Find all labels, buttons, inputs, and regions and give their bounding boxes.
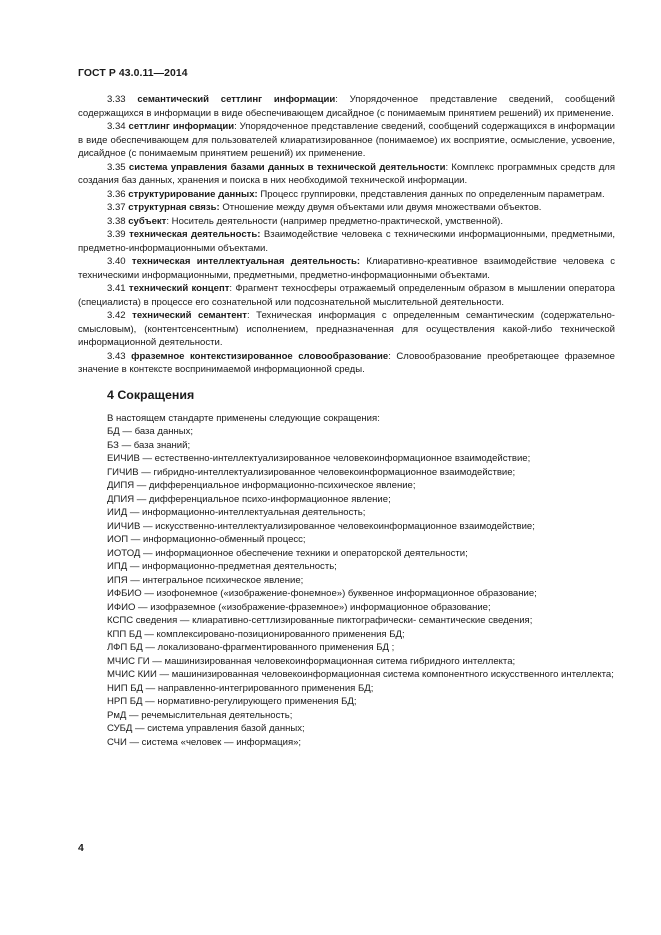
abbreviation-item: СЧИ — система «человек — информация»;: [107, 736, 302, 748]
abbreviation-item: НИП БД — направленно-интегрированного применения БД;: [107, 682, 374, 694]
definition-item: [78, 188, 615, 202]
definition-text: Процесс группировки, представления данных по определенным параметрам.: [257, 188, 605, 200]
abbreviation-item: ЕИЧИВ — естественно-интеллектуализированное человекоинформационное взаимодействие;: [107, 453, 531, 464]
abbreviation-item: ИФБИО — изофонемное («изображение-фонемное») буквенное информационное образование;: [107, 588, 537, 599]
abbreviation-item: ИФИО — изофраземное («изображение-фраземное») информационное образование;: [107, 601, 491, 613]
definition-term: структурирование данных:: [128, 188, 258, 200]
abbreviation-item: ИПД — информационно-предметная деятельность;: [107, 561, 337, 572]
abbreviation-item: ЛФП БД — локализовано-фрагментированного применения БД ;: [107, 642, 395, 653]
definition-item: [78, 309, 615, 350]
abbreviation-item: ДПИЯ — дифференциальное психо-информационное явление;: [107, 493, 391, 505]
definition-text: : Носитель деятельности (например предметно-практической, умственной).: [166, 215, 503, 227]
abbreviation-item: МЧИС КИИ — машинизированная человекоинформационная система компонентного искусственного интеллекта;: [107, 669, 614, 680]
definition-text: : Комплекс программных средств для создания баз данных, хранения и поиска в них необходимой технической информации.: [78, 161, 615, 186]
definition-text: : Упорядоченное представление сведений, сообщений содержащихся в информации в виде обеспечивающем для пользователей клиаратизированное (понимаемое) их восприятие, осмысление, усвоение, дисайдное (с понимаемым принятием решений) их применение.: [78, 121, 616, 159]
definition-term: система управления базами данных в технической деятельности: [128, 161, 446, 173]
definition-item: [78, 93, 615, 120]
definition-number: 3.36: [107, 188, 126, 200]
abbreviation-item: ИОТОД — информационное обеспечение техники и операторской деятельности;: [107, 547, 468, 559]
abbreviation-item: ГИЧИВ — гибридно-интеллектуализированное человекоинформационное взаимодействие;: [107, 466, 516, 478]
abbreviation-item: РмД — речемыслительная деятельность;: [107, 709, 293, 721]
document-header: ГОСТ Р 43.0.11—2014: [78, 68, 188, 79]
abbreviation-item: ИОП — информационно-обменный процесс;: [107, 534, 306, 545]
abbreviation-item: ИПЯ — интегральное психическое явление;: [107, 574, 304, 586]
definition-item: [78, 201, 615, 215]
section-title: 4 Сокращения: [107, 387, 195, 402]
definition-number: 3.33: [107, 94, 126, 105]
abbreviation-item: БЗ — база знаний;: [107, 439, 191, 451]
definition-item: [78, 161, 615, 188]
definitions-list: [78, 93, 615, 377]
abbreviations-intro: В настоящем стандарте применены следующие сокращения:: [107, 412, 380, 424]
definition-text: : Упорядоченное представление сведений, сообщений содержащихся в информации в виде обеспечивающем дисайдное (с понимаемым принятием решений) их применение.: [78, 94, 615, 119]
definition-item: [78, 282, 615, 309]
definition-term: технический концепт: [128, 283, 230, 294]
definition-number: 3.38: [107, 215, 126, 227]
abbreviation-item: КСПС сведения — клиаративно-сеттлизированные пиктографически- семантические сведения;: [107, 615, 533, 626]
abbreviation-item: ДИПЯ — дифференциальное информационно-психическое явление;: [107, 480, 416, 491]
definition-term: структурная связь:: [128, 202, 220, 213]
definition-term: сеттлинг информации: [128, 121, 235, 132]
definition-item: [78, 350, 615, 377]
page-content: [78, 93, 615, 749]
definition-number: 3.35: [107, 161, 126, 173]
definition-term: субъект: [128, 215, 167, 227]
definition-term: семантический сеттлинг информации: [137, 94, 336, 105]
definition-number: 3.39: [107, 229, 126, 240]
abbreviation-item: ИИЧИВ — искусственно-интеллектуализированное человекоинформационное взаимодействие;: [107, 520, 535, 532]
definition-text: Взаимодействие человека с техническими информационными, предметными, предметно-информационными объектами.: [78, 229, 615, 254]
definition-number: 3.37: [107, 202, 126, 213]
abbreviations-list: [78, 412, 615, 750]
definition-item: [78, 255, 615, 282]
abbreviation-item: ИИД — информационно-интеллектуальная деятельность;: [107, 507, 366, 518]
abbreviation-item: КПП БД — комплексировано-позиционированного применения БД;: [107, 628, 405, 640]
definition-number: 3.41: [107, 283, 126, 294]
definition-term: фраземное контекстизированное словообразование: [131, 350, 389, 362]
definition-text: Отношение между двумя объектами или двумя множествами объектов.: [219, 202, 542, 213]
definition-number: 3.40: [107, 256, 126, 267]
definition-item: [78, 215, 615, 229]
definition-text: : Фрагмент техносферы отражаемый определенным образом в мышлении оператора (специалиста) в процессе его сознательной или подсознательной мыслительной деятельности.: [78, 283, 615, 308]
definition-item: [78, 120, 615, 161]
definition-number: 3.43: [107, 350, 126, 362]
abbreviation-item: БД — база данных;: [107, 426, 194, 437]
page-number: 4: [78, 843, 84, 854]
definition-number: 3.42: [107, 310, 126, 321]
definition-text: : Словообразование преобретающее фраземное значение в контексте воспринимаемой информационной среды.: [78, 350, 615, 375]
abbreviation-item: СУБД — система управления базой данных;: [107, 723, 305, 734]
definition-number: 3.34: [107, 121, 126, 132]
definition-item: [78, 228, 615, 255]
definition-term: техническая деятельность:: [129, 229, 261, 240]
definition-text: : Техническая информация с определенным семантическим (содержательно-смысловым), (контентсенсентным) исполнением, предназначенная для осуществления какой-либо технической информационной деятельности.: [78, 310, 615, 348]
definition-term: техническая интеллектуальная деятельность:: [131, 256, 361, 267]
abbreviation-item: НРП БД — нормативно-регулирующего применения БД;: [107, 696, 357, 707]
definition-term: технический семантент: [132, 310, 247, 321]
abbreviation-item: МЧИС ГИ — машинизированная человекоинформационная ситема гибридного интеллекта;: [107, 655, 516, 667]
definition-text: Клиаративно-креативное взаимодействие человека с техническими информационными, предметными, предметно-информационными объектами.: [78, 256, 615, 281]
